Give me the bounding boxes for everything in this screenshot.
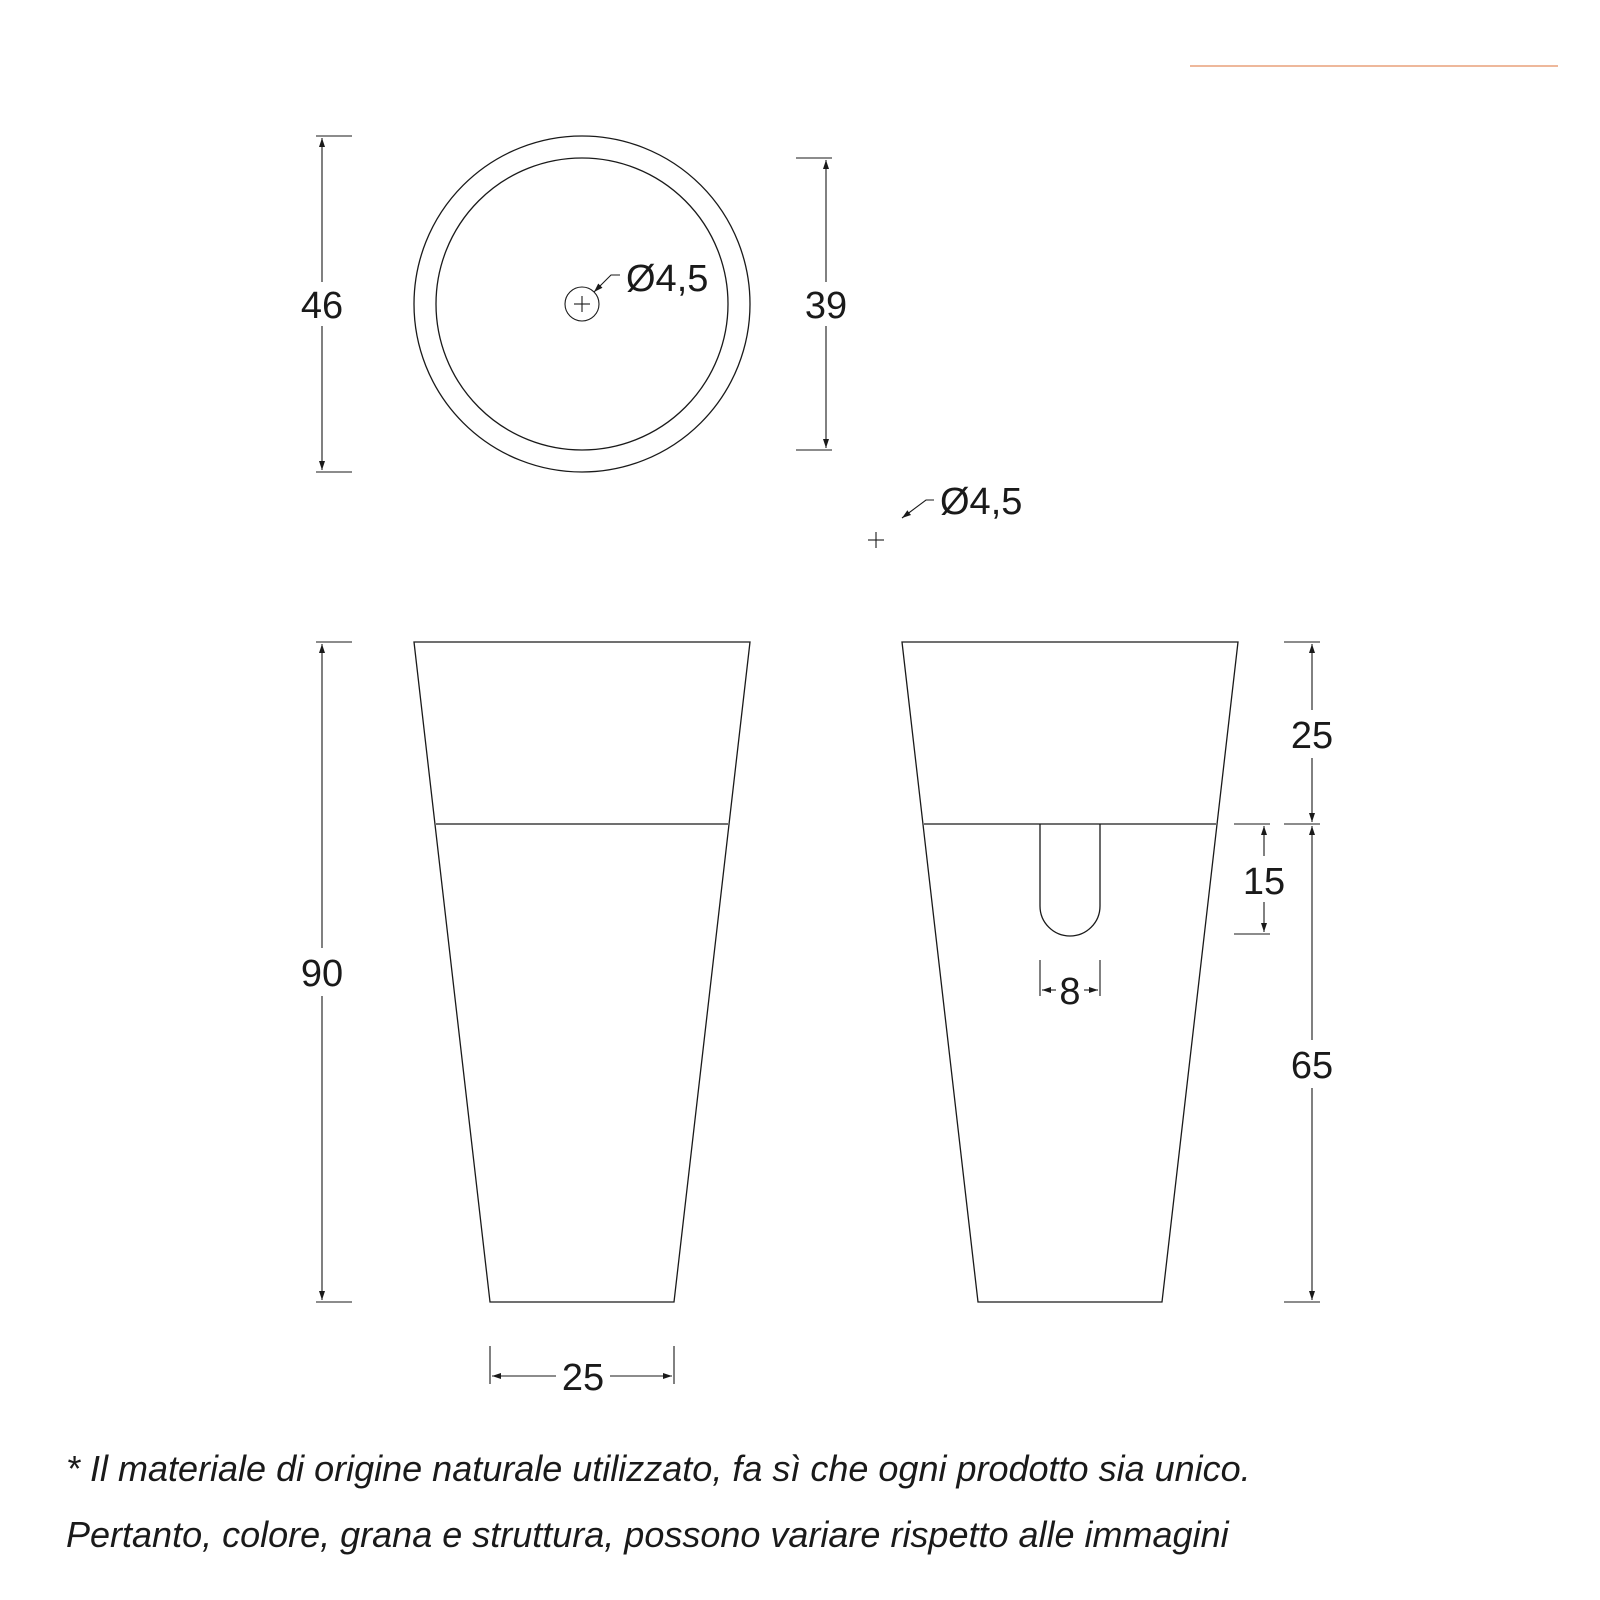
lower-height-label: 65 <box>1290 1045 1334 1087</box>
slot-width-label: 8 <box>1059 971 1081 1013</box>
side-view <box>902 642 1333 1302</box>
drain-leader <box>594 275 620 292</box>
disclaimer-line-1: * Il materiale di origine naturale utilizzato, fa sì che ogni prodotto sia unico. <box>66 1448 1251 1489</box>
total-height-label: 90 <box>300 953 344 995</box>
slot-height-label: 15 <box>1242 861 1286 903</box>
overflow-slot <box>1040 824 1100 936</box>
upper-height-label: 25 <box>1290 715 1334 757</box>
inner-height-label: 39 <box>804 285 848 327</box>
overflow-mark <box>868 481 1022 548</box>
drain-diameter-label: Ø4,5 <box>626 258 709 300</box>
front-view <box>301 642 750 1399</box>
disclaimer-line-2: Pertanto, colore, grana e struttura, possono variare rispetto alle immagini <box>66 1514 1229 1555</box>
top-view <box>301 136 847 472</box>
overflow-leader <box>902 500 934 518</box>
front-silhouette <box>414 642 750 1302</box>
outer-height-label: 46 <box>300 285 344 327</box>
base-width-label: 25 <box>561 1357 605 1399</box>
overflow-diameter-label: Ø4,5 <box>940 481 1023 523</box>
